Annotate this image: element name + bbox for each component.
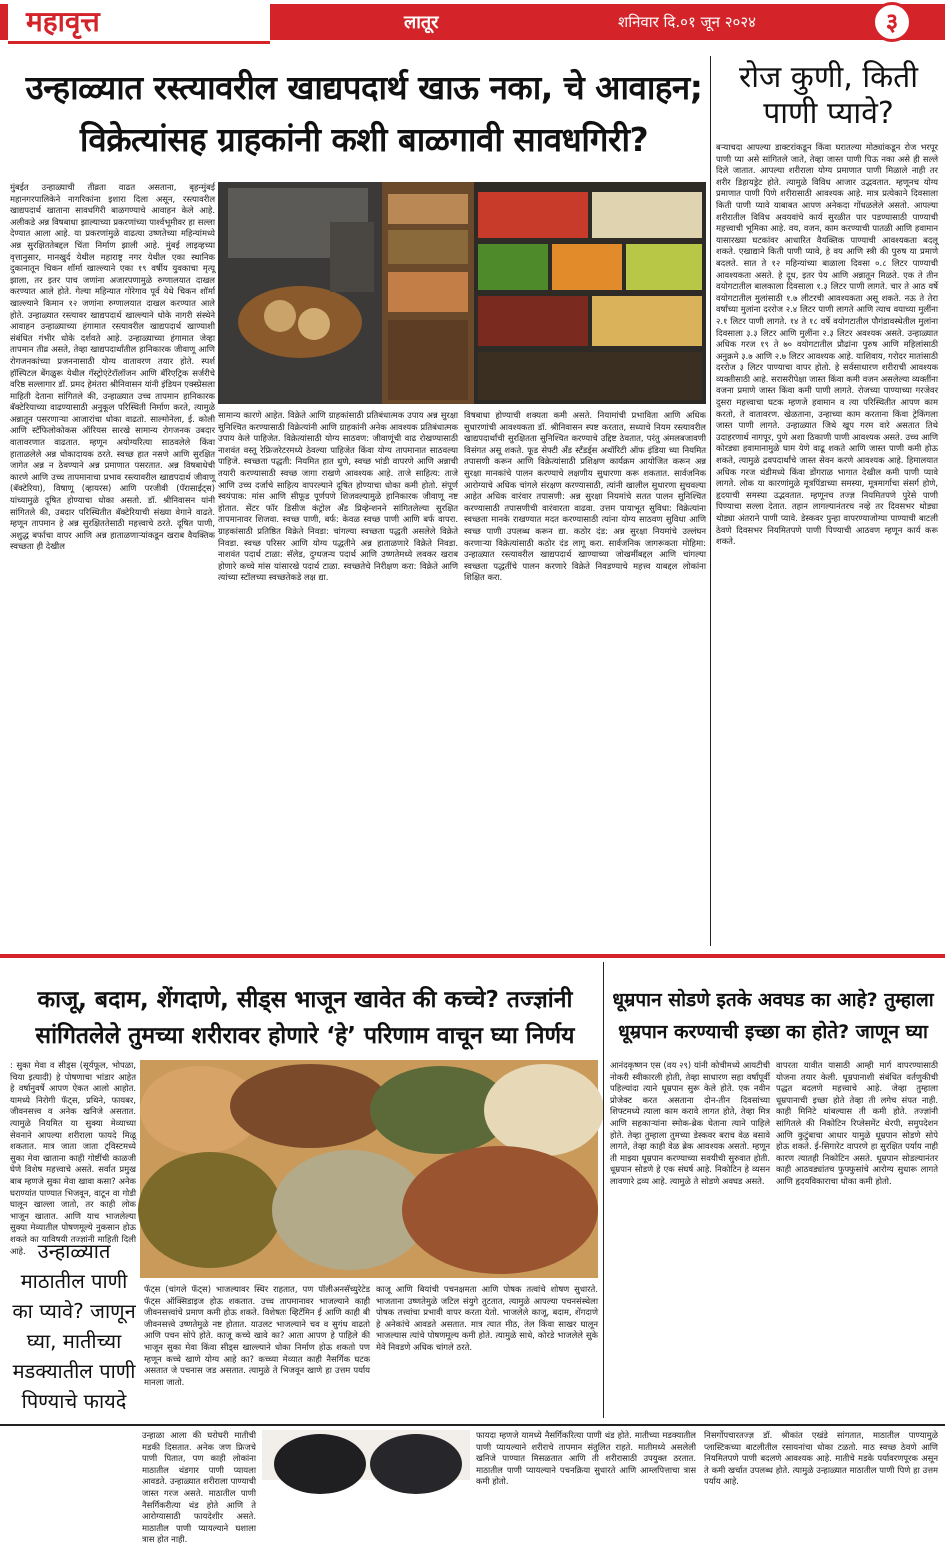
story3-photo xyxy=(140,1060,598,1278)
story5-col2: फायदा म्हणजे यामध्ये नैसर्गिकरित्या पाणी थंड होते. मातीच्या मडक्यातील पाणी प्यायल्याने शरीराचे तापमान संतुलित राहते. मातीमध्ये असलेली खनिजे पाण्यात मिसळतात आणि ती शरीरासाठी उपयुक्त ठरतात. माठातील पाणी प्यायल्याने पचनक्रिया सुधारते आणि आम्लपित्ताचा त्रास कमी होतो. xyxy=(476,1430,696,1487)
story2-body: बऱ्याचदा आपल्या डाक्टरांकडून किंवा घरातल्या मोठ्यांकडून रोज भरपूर पाणी प्या असे सांगितले जाते, तेव्हा जास्त पाणी पिऊ नका असे ही सल्ले दिले जातात. आपल्या शरीराला योग्य प्रमाणात पाणी मिळाले नाही तर शरीर डिहायड्रेट होते. त्यामुळे विविध आजार उद्भवतात. म्हणूनच योग्य प्रमाणात पाणी पिणे शरीरासाठी आवश्यक आहे. मात्र प्रत्येकाने दिवसाला किती पाणी प्यावे याबाबत आपण अनेकदा गोंधळलेले असतो. आपल्या शरीरातील विविध अवयवांचे कार्य सुरळीत पार पडण्यासाठी पाण्याची महत्त्वाची भूमिका आहे. वय, वजन, काम करण्याची पातळी आणि हवामान यासारख्या घटकांवर आधारित वैयक्तिक पाण्याची आवश्यकता बदलू शकते. एखाद्याने किती पाणी प्यावे, हे वय आणि स्त्री की पुरुष या प्रमाणे बदलते. सात ते १२ महिन्यांच्या बाळाला दिवसा ०.८ लिटर पाण्याची आवश्यकता असते. हे दूध, इतर पेय आणि अन्नातून मिळते. एक ते तीन वयोगटातील बालकाला दिवसाला १.३ लिटर पाणी लागते. चार ते आठ वर्षे वयोगटातील मुलांसाठी १.७ लीटरची आवश्यकता असू शकते. नऊ ते तेरा वर्षांच्या मुलांना दररोज २.४ लिटर पाणी लागते आणि त्याच वयाच्या मुलींना २.१ लिटर पाणी लागते. १४ ते १८ वर्षे वयोगटातील पौगंडावस्थेतील मुलांना दिवसाला ३.३ लिटर आणि मुलींना २.३ लिटर अवश्यक असते. उन्हाळ्यात अधिक गरज १९ ते ७० वयोगटातील प्रौढांना पुरुष आणि महिलांसाठी अनुक्रमे ३.७ आणि २.७ लिटर आवश्यक आहे. याशिवाय, गरोदर मातांसाठी दररोज ३ लिटर पाण्याचा वापर होतो. हे सर्वसाधारण शरीराची आवश्यक व्यक्तीसाठी आहे. सरासरीपेक्षा जास्त किंवा कमी वजन असलेल्या व्यक्तींना वजना प्रमाणे जास्त किंवा कमी पाणी लागते. रोजच्या पाण्याच्या गरजेवर दुसरा महत्त्वाचा घटक म्हणजे हवामान व त्या परिस्थितीत आपण काम करतो, ते वातावरण. खेळताना, उन्हाच्या काम करताना किंवा ट्रेकिंगला जास्त पाणी लागते. उन्हाळ्यात जिथे खूप गरम वारे असतात तिथे उदाहरणार्थ नागपूर, पुणे अशा ठिकाणी पाणी आवश्यक असते. उच्च आणि कोरड्या हवामानामुळे घाम येणे वाढू शकते आणि जास्त पाणी कमी होऊ शकते, त्यामुळे द्रवपदार्थांचे जास्त सेवन करणे आवश्यक आहे. हिमालयात अधिक गरज थंडीमध्ये किंवा डोंगराळ भागात देखील कमी पाणी प्यावे लागते. लोक या कारणांमुळे मूत्रपिंडाच्या समस्या, मूत्रमार्गाचा संसर्ग होणे, हृदयाची समस्या उद्भवतात. म्हणूनच तज्ज्ञ नियमितपणे पुरेसे पाणी पिण्याचा सल्ला देतात. तहान लागल्यानंतरच नव्हे तर दिवसभर थोड्या थोड्या अंतराने पाणी प्यावे. डेस्कवर पुन्हा वापरण्याजोग्या पाण्याची बाटली ठेवणे दिवसभर नियमितपणे पाणी पिण्याची आठवण म्हणून कार्य करू शकते. xyxy=(716,142,938,547)
story3-col2: फॅट्स (चांगले फॅट्स) भाजल्यावर स्थिर राहतात, पण पॉलीअनसॅच्युरेटेड फॅट्स ऑक्सिडाइज होऊ शकतात. उच्च तापमानावर भाजल्याने काही जीवनसत्त्वांचे प्रमाण कमी होऊ शकते. विशेषतः व्हिटॅमिन ई आणि काही बी जीवनसत्त्वे उष्णतेमुळे नष्ट होतात. याउलट भाजल्याने चव व सुगंध वाढतो आणि पचन सोपे होते. काजू कच्चे खावे का? आता आपण हे पाहिले की भाजून सुका मेवा किंवा सीड्स खाल्ल्याने धोका निर्माण होऊ शकतो पण म्हणून कच्चे खाणे योग्य आहे का? कच्च्या मेव्यात काही नैसर्गिक घटक असतात जे पचनास जड असतात. त्यामुळे ते भिजवून खाणे हा उत्तम पर्याय मानला जातो. xyxy=(144,1284,370,1387)
story3-col3: काजू आणि बियांची पचनक्षमता आणि पोषक तत्वांचे शोषण सुधारते. भाजताना उष्णतेमुळे जटिल संयुगे तुटतात, त्यामुळे आपल्या पचनसंस्थेला पोषक तत्त्वांचा प्रभावी वापर करता येतो. भाजलेले काजू, बदाम, शेंगदाणे हे अनेकांचे आवडते असतात. मात्र त्यात मीठ, तेल किंवा साखर घालून भाजल्यास त्यांचे पोषणमूल्य कमी होते. त्यामुळे साधे, कोरडे भाजलेले सुके मेवे निवडणे अधिक चांगले ठरते. xyxy=(376,1284,598,1352)
story3-headline: काजू, बदाम, शेंगदाणे, सीड्स भाजून खावेत की कच्चे? तज्ज्ञांनी सांगितलेले तुमच्या शरीरावर होणारे ‘हे’ परिणाम वाचून घ्या निर्णय xyxy=(35,987,575,1049)
clay-pots-image xyxy=(262,1430,470,1480)
street-food-image xyxy=(218,182,706,404)
masthead xyxy=(0,0,945,44)
story4-col2: वापरता यावीत यासाठी आम्ही मार्ग वापरण्यासाठी योजना तयार केली. धूम्रपानाशी संबंधित वर्तणुकीची पद्धत बदलणे महत्त्वाचे आहे. जेव्हा तुम्हाला धूम्रपानाची इच्छा होते तेव्हा ती लगेच संपत नाही. काही मिनिटे थांबल्यास ती कमी होते. तज्ज्ञांनी सांगितले की निकोटिन रिप्लेसमेंट थेरपी, समुपदेशन आणि कुटुंबाचा आधार यामुळे धूम्रपान सोडणे सोपे होऊ शकते. ई-सिगारेट वापरणे हा सुरक्षित पर्याय नाही कारण त्यातही निकोटिन असते. धूम्रपान सोडल्यानंतर काही आठवड्यांतच फुफ्फुसांचे आरोग्य सुधारू लागते आणि हृदयविकाराचा धोका कमी होतो. xyxy=(776,1060,938,1186)
story1-col2: सामान्य कारणे आहेत. विक्रेते आणि ग्राहकांसाठी प्रतिबंधात्मक उपाय अन्न सुरक्षा सुनिश्चित करण्यासाठी विक्रेत्यांनी आणि ग्राहकांनी अनेक आवश्यक प्रतिबंधात्मक उपाय केले पाहिजेत. विक्रेत्यांसाठी योग्य साठवण: जीवाणूंची वाढ रोखण्यासाठी नाशवंत वस्तू रेफ्रिजरेटरमध्ये ठेवल्या पाहिजेत किंवा योग्य तापमानात साठवल्या पाहिजे. स्वच्छता पद्धती: नियमित हात धुणे, स्वच्छ भांडी वापरणे आणि अन्नाची तयारी करण्यासाठी स्वच्छ जागा राखणे आवश्यक आहे. ताजे साहित्य: ताजे आणि उच्च दर्जाचे साहित्य वापरल्याने दूषित होण्याचा धोका कमी होतो. संपूर्ण स्वयंपाक: मांस आणि सीफूड पूर्णपणे शिजवल्यामुळे हानिकारक जीवाणू नष्ट होतात. सेंटर फॉर डिसीज कंट्रोल अँड प्रिव्हेन्शनने सांगितलेल्या सुरक्षित तापमानावर शिजवा. स्वच्छ पाणी, बर्फ: केवळ स्वच्छ पाणी आणि बर्फ वापरा. ग्राहकांसाठी प्रतिष्ठित विक्रेते निवडा: चांगल्या स्वच्छता पद्धती असलेले विक्रेते निवडा. स्वच्छ परिसर आणि योग्य पद्धतीने अन्न हाताळणारे विक्रेते निवडा. नाशवंत पदार्थ टाळा: सॅलेड, दुग्धजन्य पदार्थ आणि उष्णतेमध्ये लवकर खराब होणारे कच्चे मांस यांसारखे पदार्थ टाळा. स्वच्छतेचे निरीक्षण करा: विक्रेते आणि त्यांच्या स्टॉलच्या स्वच्छतेकडे लक्ष द्या. xyxy=(218,410,458,583)
edition-date: शनिवार दि.०१ जून २०२४ xyxy=(618,13,756,31)
story1-col3: विषबाधा होण्याची शक्यता कमी असते. नियामांची प्रभाविता आणि अधिक सुधारणांची आवश्यकता डॉ. श्रीनिवासन स्पष्ट करतात, सध्याचे नियम रस्त्यावरील खाद्यपदार्थांची सुरक्षितता सुनिश्चित करण्याचे उद्दिष्ट ठेवतात, परंतु अंमलबजावणी विसंगत असू शकते. फूड सेफ्टी अँड स्टँडर्ड्स अथॉरिटी ऑफ इंडिया च्या नियमित तपासणी करून आणि विक्रेत्यांसाठी प्रशिक्षण कार्यक्रम आयोजित करून अन्न सुरक्षा मानकांचे पालन करण्याचे लक्षणीय सुधारणा करू शकतात. सार्वजनिक आरोग्याचे अधिक चांगले संरक्षण करण्यासाठी, त्यांनी खालील सुधारणा सुचवल्या आहेत अधिक वारंवार तपासणी: अन्न सुरक्षा नियमांचे सतत पालन सुनिश्चित करण्यासाठी तपासणीची वारंवारता वाढवा. उत्तम पायाभूत सुविधा: विक्रेत्यांना स्वच्छता मानके राखण्यात मदत करण्यासाठी त्यांना योग्य साठवण सुविधा आणि स्वच्छ पाणी उपलब्ध करून द्या. कठोर दंड: अन्न सुरक्षा नियमांचे उल्लंघन करणाऱ्या विक्रेत्यांसाठी कठोर दंड लागू करा. सार्वजनिक जागरूकता मोहिमा: उन्हाळ्यात रस्त्यावरील खाद्यपदार्थ खाण्याच्या जोखमींबद्दल आणि चांगल्या स्वच्छता पद्धतींचे पालन करणारे विक्रेते निवडण्याचे महत्त्व याबद्दल लोकांना शिक्षित करा. xyxy=(464,410,706,583)
story5-headline: उन्हाळ्यात माठातील पाणी का प्यावे? जाणून घ्या, मातीच्या मडक्यातील पाणी पिण्याचे फायदे xyxy=(12,1239,136,1413)
story3-col1: : सुका मेवा व सीड्स (सूर्यफूल, भोपळा, चिया इत्यादी) हे पोषणाचा भांडार आहेत हे वर्षानुवर्षे आपण ऐकत आलो आहोत. यामध्ये निरोगी फॅट्स, प्रथिने, फायबर, जीवनसत्त्व व अनेक खनिजे असतात. त्यामुळे नियमित या सुक्या मेव्याच्या सेवनाने आपल्या शरीराला फायदे मिळू शकतात. मात्र जाता जाता ट्विस्टमध्ये सुका मेवा खाताना काही गोष्टींची काळजी घेणे विशेष महत्त्वाचे असते. सर्वात प्रमुख बाब म्हणजे सुका मेवा खावा कसा? अनेक घराण्यांत पाण्यात भिजवून, वाटून वा गोडी घालून खाल्ला जातो, तर काही लोक भाजून खातात. आणि याच भाजलेल्या सुक्या मेव्यातील पोषणमूल्ये नुकसान होऊ शकते का याविषयी तज्ज्ञांनी माहिती दिली आहे. xyxy=(10,1060,136,1256)
story5-col3: निसर्गोपचारतज्ज्ञ डॉ. श्रीकांत एखंडे सांगतात, माठातील पाण्यामुळे प्लास्टिकच्या बाटलीतील रसायनांचा धोका टळतो. माठ स्वच्छ ठेवणे आणि नियमितपणे पाणी बदलणे आवश्यक आहे. मातीचे मडके पर्यावरणपूरक असून ते कमी खर्चात उपलब्ध होते. त्यामुळे उन्हाळ्यात माठातील पाणी पिणे हा उत्तम पर्याय आहे. xyxy=(704,1430,938,1487)
story1-photo xyxy=(218,182,706,404)
story1-col1: मुंबईत उन्हाळ्याची तीव्रता वाढत असताना, बृहन्मुंबई महानगरपालिकेने नागरिकांना इशारा दिला असून, रस्त्यावरील खाद्यपदार्थ खाताना सावधगिरी बाळगण्याचे आवाहन केले आहे. अलीकडे अन्न विषबाधा झाल्याच्या प्रकरणांच्या पार्श्वभूमीवर हा सल्ला देण्यात आला आहे. या प्रकरणांमुळे वाढत्या उष्णतेच्या महिन्यांमध्ये अन्न सुरक्षिततेबद्दल चिंता निर्माण झाली आहे. मुंबई लाइव्हच्या वृत्तानुसार, मानखुर्द येथील महाराष्ट्र नगर येथील एका स्थानिक दुकानातून चिकन शॉर्मा खाल्ल्याने एका १९ वर्षीय युवकाचा मृत्यू झाला, तर इतर पाच जणांना अजारपणामुळे रुग्णालयात दाखल करण्यात आले होते. गेल्या महिन्यात गोरेगाव पूर्व येथे चिकन शॉर्मा खाल्ल्याने किमान १२ जणांना रुग्णालयात दाखल करण्यात आले होते. उन्हाळ्यात रस्त्यावर खाद्यपदार्थ खाल्ल्याने धोके नागरी संस्थेने आवाहन उन्हाळ्याच्या हंगामात रस्त्यावरील खाद्यपदार्थ खाण्याशी संबंधित गंभीर धोके दर्शवते आहे. उन्हाळ्याच्या हंगामात जेव्हा तापमान तीव्र असते, तेव्हा खाद्यपदार्थांतील हानिकारक जीवाणू आणि रोगजनकांच्या प्रजननासाठी योग्य वातावरण तयार होते. स्पर्श हॉस्पिटल बेंगळुरू येथील गॅस्ट्रोएंटेरॉलॉजन आणि बॅरिएट्रिक सर्जरीचे वरिष्ठ सल्लागार डॉ. प्रमद हेमंतरा श्रीनिवासन यांनी इंडियन एक्स्प्रेसला माहिती देताना सांगितले की, उन्हाळ्यात उच्च तापमान हानिकारक बॅक्टेरियाच्या वाढण्यासाठी अनुकूल परिस्थिती निर्माण करते, त्यामुळे अन्नातून पसरणाऱ्या आजारांचा धोका वाढतो. साल्मोनेला, ई. कोली आणि स्टॅफिलोकोकस ऑरियस सारखे सामान्य रोगजनक उबदार वातावरणात वाढतात. म्हणून अयोग्यरित्या साठवलेले किंवा हाताळलेले अन्न धोकादायक ठरते. स्वच्छ हात नसणे आणि सुरक्षित जागेत अन्न न ठेवण्याने अन्न प्रमाणात पसरतात. अन्न विषबाधेची कारणे आणि उच्च तापमानाचा प्रभाव रस्त्यावरील खाद्यपदार्थ जीवाणू (बॅक्टेरिया), विषाणू (व्हायरस) आणि परजीवी (पॅरासाईट्स) यांच्यामुळे दूषित होण्याचा धोका असतो. डॉ. श्रीनिवासन यांनी सांगितले की, उबदार परिस्थितीत बॅक्टेरियाची संख्या वेगाने वाढते. म्हणून तापमान हे अन्न सुरक्षिततेसाठी महत्त्वाचे ठरते. दूषित पाणी, अशुद्ध बर्फाचा वापर आणि अन्न हाताळणाऱ्यांकडून खराब वैयक्तिक स्वच्छता ही देखील xyxy=(10,182,215,552)
story5-col1: उन्हाळा आला की घरोघरी मातीची मडकी दिसतात. अनेक जण फ्रिजचे पाणी पितात, पण काही लोकांना माठातील थंडगार पाणी प्यायला आवडते. उन्हाळ्यात शरीराला पाण्याची जास्त गरज असते. माठातील पाणी नैसर्गिकरीत्या थंड होते आणि ते आरोग्यासाठी फायदेशीर असते. माठातील पाणी प्यायल्याने घशाला त्रास होत नाही. xyxy=(142,1430,256,1545)
story4-headline: धूम्रपान सोडणे इतके अवघड का आहे? तुम्हाला धूम्रपान करण्याची इच्छा का होते? जाणून घ्या xyxy=(612,989,934,1043)
dry-fruits-image xyxy=(140,1060,598,1278)
page-number: ३ xyxy=(872,2,912,42)
newspaper-name: महावृत्त xyxy=(26,5,100,38)
story2-headline: रोज कुणी, किती पाणी प्यावे? xyxy=(738,60,919,131)
edition-city: लातूर xyxy=(404,12,439,33)
column-divider xyxy=(603,962,604,1418)
story5-photo xyxy=(262,1430,470,1480)
story1-headline: उन्हाळ्यात रस्त्यावरील खाद्यपदार्थ खाऊ नका, चे आवाहन; विक्रेत्यांसह ग्राहकांनी कशी बाळगावी सावधगिरी? xyxy=(25,68,703,159)
section-divider xyxy=(0,1424,945,1426)
story4-col1: आनंदकृष्णन एस (वय २९) यांनी कोचीमध्ये आयटीची नोकरी स्वीकारली होती, तेव्हा साधारण सहा वर्षांपूर्वी पहिल्यांदा त्याने धूम्रपान सुरू केले होते. एक नवीन प्रोजेक्ट करत असताना दोन-तीन दिवसांच्या शिफ्टमध्ये त्याला काम करावे लागत होते, तेव्हा मित्र आणि सहकाऱ्यांना स्मोक-ब्रेक घेताना त्याने पाहिले होते. तेव्हा तुम्हाला तुमच्या डेस्कवर बराच वेळ बसावे लागते, तेव्हा काही वेळ ब्रेक आवश्यक असतो. म्हणून ती माझ्या धूम्रपान करण्याच्या सवयीची सुरुवात होती. धूम्रपान सोडणे हे एक संघर्ष आहे. निकोटिन हे व्यसन लावणारे द्रव्य आहे. त्यामुळे ते सोडणे अवघड असते. xyxy=(610,1060,770,1186)
brand-box xyxy=(8,0,270,44)
section-divider xyxy=(0,954,945,958)
column-divider xyxy=(710,56,711,946)
